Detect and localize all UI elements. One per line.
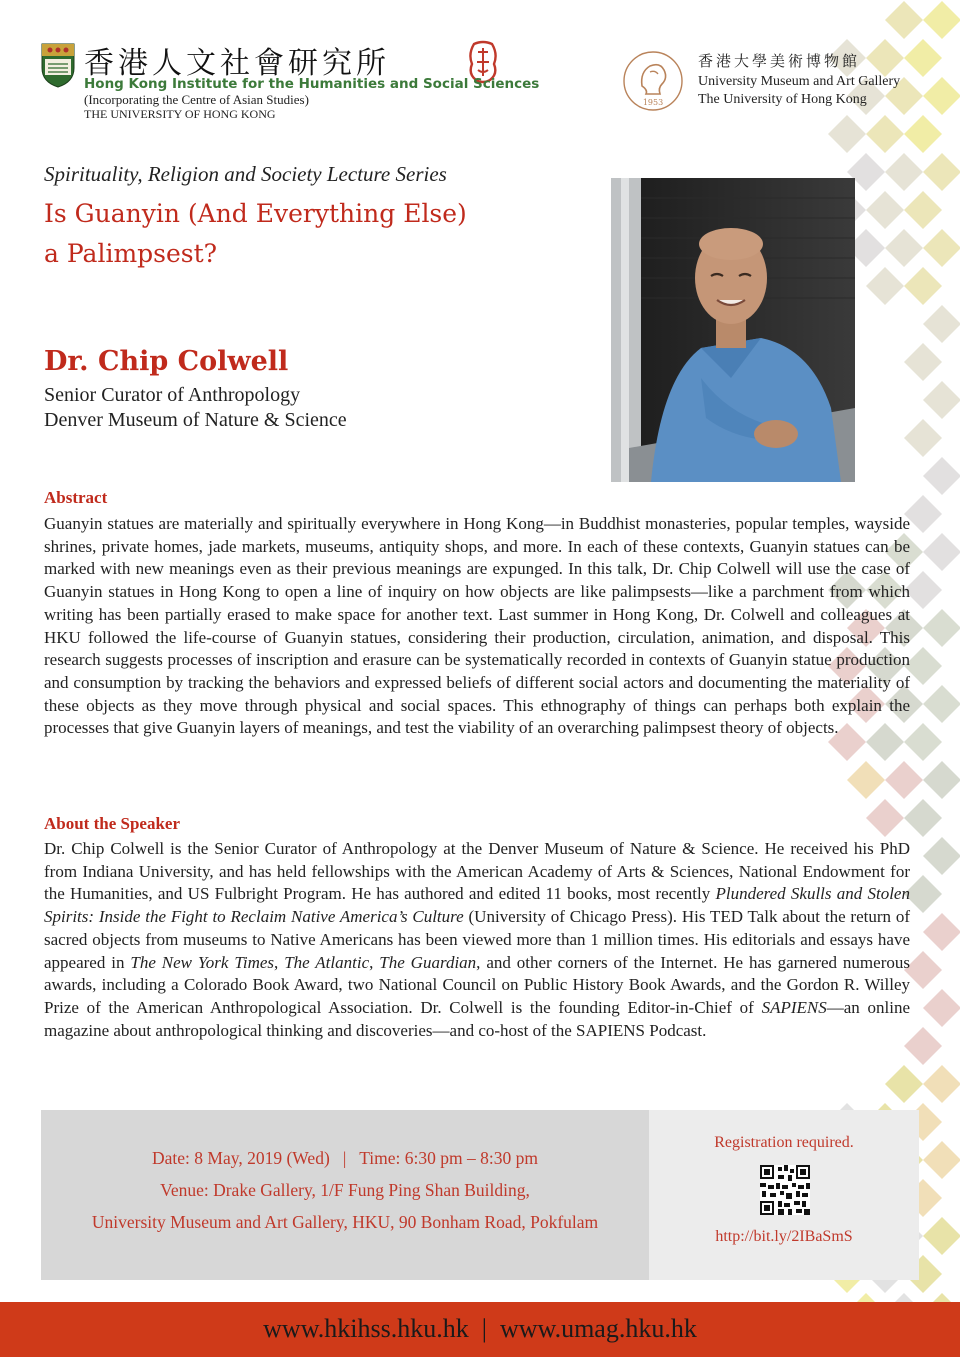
bio-part-1: Dr. Chip Colwell is the Senior Curator of Anthropology at the Denver Museum of Nature & Science. He received his PhD from Indiana University, and has held fellowships with the American Academy of Arts & Sciences, National Endowment for the Humanities, and US Fulbright Program. He has authored and edited 11 books, most recently: [44, 839, 910, 904]
footer-links[interactable]: www.hkihss.hku.hk | www.umag.hku.hk: [263, 1314, 697, 1343]
lecture-series: Spirituality, Religion and Society Lecture Series: [44, 162, 447, 186]
speaker-photo: [611, 178, 855, 482]
decorative-diamond: [885, 153, 923, 191]
bio-sep-2: ,: [369, 952, 380, 972]
decorative-diamond: [923, 457, 960, 495]
bio-publication-atlantic: The Atlantic: [284, 952, 370, 972]
decorative-diamond: [885, 1065, 923, 1103]
bio-part-2: (University of Chicago Press). His TED Talk about the return of sacred objects from museums to Native Americans has been viewed more than 1 million times. His editorials and essays have appeared in: [44, 907, 910, 972]
decorative-diamond: [923, 1217, 960, 1255]
decorative-diamond: [904, 191, 942, 229]
hku-crest-icon: [40, 42, 76, 88]
bio-sep-1: ,: [274, 952, 285, 972]
speaker-name: Dr. Chip Colwell: [44, 346, 289, 377]
registration-note: Registration required.: [714, 1134, 854, 1151]
lecture-title-line2: a Palimpsest?: [44, 239, 218, 268]
registration-link[interactable]: http://bit.ly/2IBaSmS: [715, 1228, 853, 1245]
event-venue-line2: University Museum and Art Gallery, HKU, 90 Bonham Road, Pokfulam: [91, 1212, 599, 1232]
decorative-diamond: [904, 419, 942, 457]
bio-part-4: —an online magazine about anthropological thinking and discoveries—and co-host of the SAPIENS Podcast.: [44, 997, 910, 1040]
umag-logo-icon: [622, 50, 684, 112]
decorative-diamond: [923, 153, 960, 191]
event-details-box: [41, 1110, 649, 1280]
bio-book-title: Plundered Skulls and Stolen Spirits: Inside the Fight to Reclaim Native America’s Culture: [44, 884, 910, 927]
umag-english-name: University Museum and Art Gallery: [698, 74, 901, 89]
decorative-diamond: [923, 1, 960, 39]
decorative-diamond: [904, 267, 942, 305]
decorative-diamond: [923, 229, 960, 267]
umag-logo-block: [622, 50, 922, 112]
decorative-diamond: [923, 609, 960, 647]
decorative-diamond: [923, 989, 960, 1027]
hkihss-subtitle: (Incorporating the Centre of Asian Studies): [84, 92, 309, 107]
umag-chinese-name: 香港大學美術博物館: [698, 52, 861, 70]
decorative-diamond: [866, 115, 904, 153]
event-date-time: Date: 8 May, 2019 (Wed) | Time: 6:30 pm – 8:30 pm: [152, 1148, 538, 1168]
lecture-title: [44, 194, 584, 274]
decorative-diamond: [923, 77, 960, 115]
decorative-diamond: [904, 343, 942, 381]
hkihss-logo-block: [40, 38, 540, 128]
umag-year: 1953: [642, 98, 664, 107]
bio-publication-nyt: The New York Times: [130, 952, 275, 972]
decorative-diamond: [847, 761, 885, 799]
decorative-diamond: [904, 799, 942, 837]
bio-part-3: , and other corners of the Internet. He has garnered numerous awards, including a Colorado Book Award, two National Council on Public History Book Awards, and the Gordon R. Willey Prize of the American Anthropological Association. Dr. Colwell is the founding Editor-in-Chief of: [44, 952, 910, 1017]
decorative-diamond: [923, 381, 960, 419]
bio-magazine: SAPIENS: [761, 997, 827, 1017]
decorative-diamond: [923, 837, 960, 875]
abstract-heading: Abstract: [44, 488, 108, 507]
decorative-diamond: [923, 913, 960, 951]
speaker-bio: [44, 838, 910, 1042]
decorative-diamond: [866, 267, 904, 305]
speaker-portrait-icon: [611, 178, 855, 482]
decorative-diamond: [923, 1065, 960, 1103]
lecture-title-line1: Is Guanyin (And Everything Else): [44, 199, 467, 228]
decorative-diamond: [904, 115, 942, 153]
decorative-diamond: [923, 761, 960, 799]
umag-university: The University of Hong Kong: [698, 92, 867, 107]
hkihss-university: THE UNIVERSITY OF HONG KONG: [84, 107, 276, 121]
decorative-diamond: [885, 1, 923, 39]
bio-publication-guardian: The Guardian: [379, 952, 477, 972]
decorative-diamond: [885, 761, 923, 799]
about-speaker-heading: About the Speaker: [44, 814, 181, 833]
speaker-role: Senior Curator of Anthropology: [44, 384, 301, 406]
decorative-diamond: [923, 1141, 960, 1179]
decorative-diamond: [885, 229, 923, 267]
hkihss-english-name: Hong Kong Institute for the Humanities and Social Sciences: [84, 76, 540, 92]
decorative-diamond: [923, 685, 960, 723]
decorative-diamond: [866, 799, 904, 837]
decorative-diamond: [866, 191, 904, 229]
qr-code-icon[interactable]: [760, 1165, 810, 1215]
speaker-institution: Denver Museum of Nature & Science: [44, 409, 347, 431]
decorative-diamond: [923, 533, 960, 571]
hkihss-chinese-name: 香港人文社會研究所: [84, 46, 390, 81]
registration-box: [649, 1110, 919, 1280]
abstract-text: Guanyin statues are materially and spiritually everywhere in Hong Kong—in Buddhist monasteries, popular temples, wayside shrines, private homes, jade markets, museums, antiquity shops, and more. In each of these contexts, Guanyin statues can be marked with new meanings even as their previous meanings are expunged. In this talk, Dr. Chip Colwell will use the case of Guanyin statues in Hong Kong to open a line of inquiry on how objects are like palimpsests—like a parchment from which writing has been partially erased to make space for another text. Last summer in Hong Kong, Dr. Colwell and colleagues at HKU followed the life-course of Guanyin statues, considering their production, circulation, animation, and disposal. This research suggests processes of inscription and erasure can be systematically recorded in contexts of Guanyin statue production and consumption by tracking the behaviors and expressed beliefs of different social actors and documenting the materiality of these objects as they move through physical and social spaces. This ethnography of things can perhaps both explain the processes that give Guanyin layers of meanings, and test the viability of an overarching palimpsest theory of objects.: [44, 514, 910, 738]
decorative-diamond: [828, 115, 866, 153]
event-venue-line1: Venue: Drake Gallery, 1/F Fung Ping Shan Building,: [160, 1180, 530, 1200]
decorative-diamond: [923, 305, 960, 343]
